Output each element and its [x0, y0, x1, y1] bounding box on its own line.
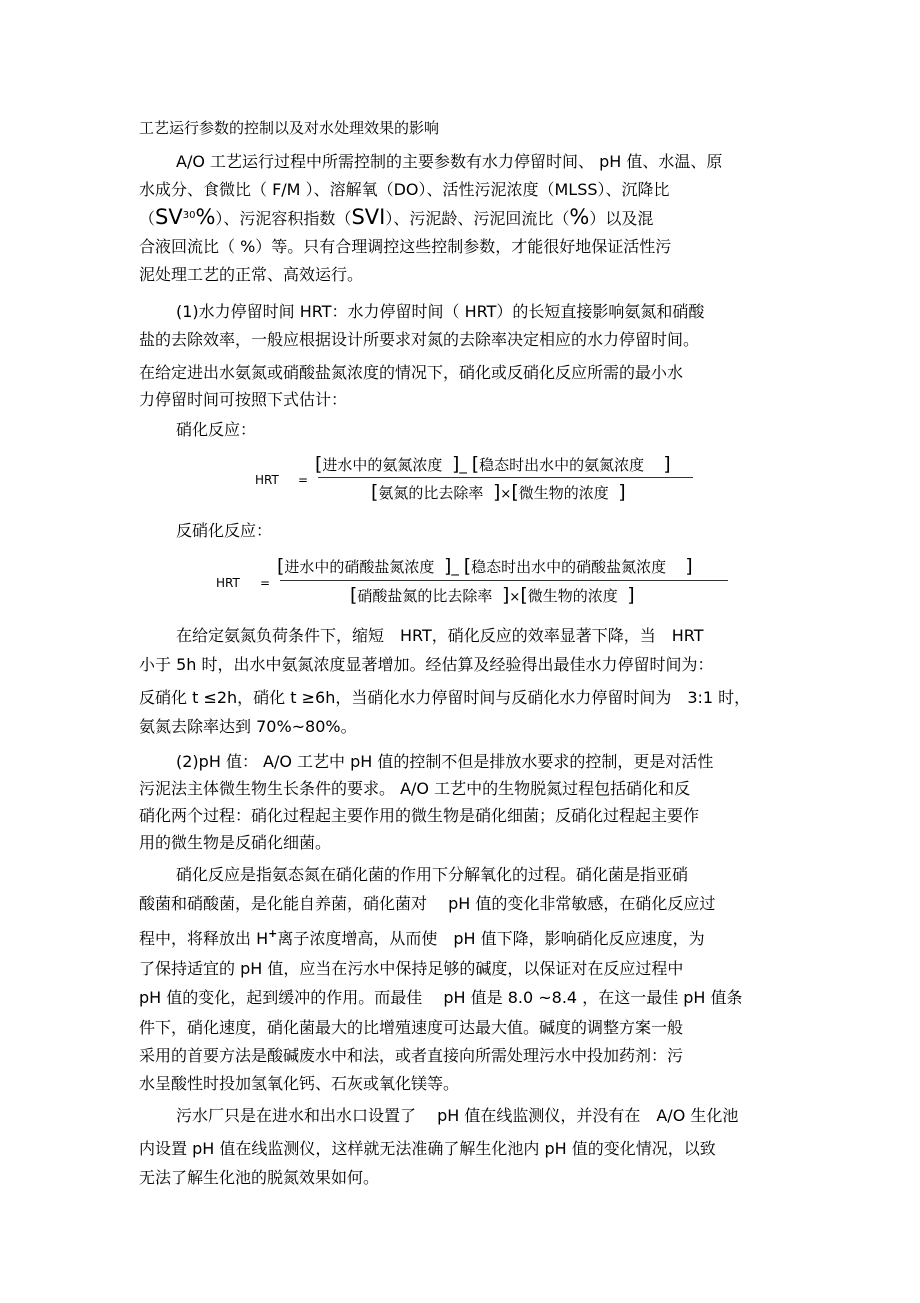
ph-line-2: 污泥法主体微生物生长条件的要求。 A/O 工艺中的生物脱氮过程包括硝化和反 — [139, 779, 691, 798]
formula-2-denominator: [硝酸盐氮的比去除率 ]×[微生物的浓度 ] — [350, 584, 635, 606]
intro-line-3: （SV$^{30}$%）、污泥容积指数（SVI）、污泥龄、污泥回流比（%）以及混 — [139, 205, 654, 229]
intro-line-5: 泥处理工艺的正常、高效运行。 — [139, 265, 364, 284]
nitrification-line-7: 采用的首要方法是酸碱废水中和法，或者直接向所需处理污水中投加药剂：污 — [139, 1046, 684, 1065]
nitrification-line-4: 了保持适宜的 pH 值，应当在污水中保持足够的碱度，以保证对在反应过程中 — [139, 959, 684, 978]
intro-line-1: A/O 工艺运行过程中所需控制的主要参数有水力停留时间、 pH 值、水温、原 — [176, 152, 723, 171]
document-title: 工艺运行参数的控制以及对水处理效果的影响 — [139, 119, 440, 137]
formula-1-numerator: [进水中的氨氮浓度 ]_ [稳态时出水中的氨氮浓度 ] — [315, 453, 671, 475]
hrt-result-line-4: 氨氮去除率达到 70%~80%。 — [139, 717, 357, 736]
hrt-line-2: 盐的去除效率，一般应根据设计所要求对氮的去除率决定相应的水力停留时间。 — [139, 330, 700, 349]
intro-line-2: 水成分、食微比（ F/M ）、溶解氧（DO）、活性污泥浓度（MLSS）、沉降比 — [139, 180, 670, 199]
nitrification-line-3: 程中，将释放出 H+离子浓度增高，从而使 pH 值下降，影响硝化反应速度，为 — [139, 927, 705, 948]
hrt-result-line-2: 小于 5h 时，出水中氨氮浓度显著增加。经估算及经验得出最佳水力停留时间为： — [139, 655, 714, 674]
nitrification-line-1: 硝化反应是指氨态氮在硝化菌的作用下分解氧化的过程。硝化菌是指亚硝 — [176, 865, 689, 884]
nitrification-line-2: 酸菌和硝酸菌，是化能自养菌，硝化菌对 pH 值的变化非常敏感，在硝化反应过 — [139, 894, 716, 913]
intro-line-4: 合液回流比（ %）等。只有合理调控这些控制参数，才能很好地保证活性污 — [139, 237, 672, 256]
hrt-line-4: 力停留时间可按照下式估计： — [139, 390, 348, 409]
nitrification-line-6: 件下，硝化速度，硝化菌最大的比增殖速度可达最大值。碱度的调整方案一般 — [139, 1018, 684, 1037]
hrt-line-1: (1)水力停留时间 HRT：水力停留时间（ HRT）的长短直接影响氨氮和硝酸 — [176, 302, 705, 321]
plant-line-3: 无法了解生化池的脱氮效果如何。 — [139, 1168, 380, 1187]
formula-1-label: 硝化反应： — [176, 420, 257, 439]
formula-2-fraction-bar — [280, 580, 728, 581]
nitrification-line-5: pH 值的变化，起到缓冲的作用。而最佳 pH 值是 8.0 ~8.4 ，在这一最佳 pH 值条 — [139, 988, 743, 1007]
formula-1-equals: = — [298, 473, 309, 487]
hrt-result-line-3: 反硝化 t ≤2h，硝化 t ≥6h，当硝化水力停留时间与反硝化水力停留时间为 3:1 时， — [139, 688, 751, 707]
nitrification-line-8: 水呈酸性时投加氢氧化钙、石灰或氧化镁等。 — [139, 1074, 460, 1093]
hrt-result-line-1: 在给定氨氮负荷条件下，缩短 HRT，硝化反应的效率显著下降，当 HRT — [176, 626, 704, 645]
formula-2-label: 反硝化反应： — [176, 521, 273, 540]
ph-line-4: 用的微生物是反硝化细菌。 — [139, 833, 332, 852]
ph-line-3: 硝化两个过程：硝化过程起主要作用的微生物是硝化细菌；反硝化过程起主要作 — [139, 806, 700, 825]
formula-2-lhs: HRT — [216, 576, 240, 590]
hrt-line-3: 在给定进出水氨氮或硝酸盐氮浓度的情况下，硝化或反硝化反应所需的最小水 — [139, 363, 684, 382]
plant-line-1: 污水厂只是在进水和出水口设置了 pH 值在线监测仪，并没有在 A/O 生化池 — [176, 1106, 739, 1125]
formula-2-equals: = — [260, 576, 271, 590]
plant-line-2: 内设置 pH 值在线监测仪，这样就无法准确了解生化池内 pH 值的变化情况，以致 — [139, 1139, 716, 1158]
formula-1-denominator: [氨氮的比去除率 ]×[微生物的浓度 ] — [371, 481, 626, 503]
ph-line-1: (2)pH 值： A/O 工艺中 pH 值的控制不但是排放水要求的控制，更是对活性 — [176, 752, 714, 771]
formula-2-numerator: [进水中的硝酸盐氮浓度 ]_ [稳态时出水中的硝酸盐氮浓度 ] — [277, 555, 693, 577]
formula-1-fraction-bar — [318, 477, 693, 478]
formula-1-lhs: HRT — [255, 473, 279, 487]
